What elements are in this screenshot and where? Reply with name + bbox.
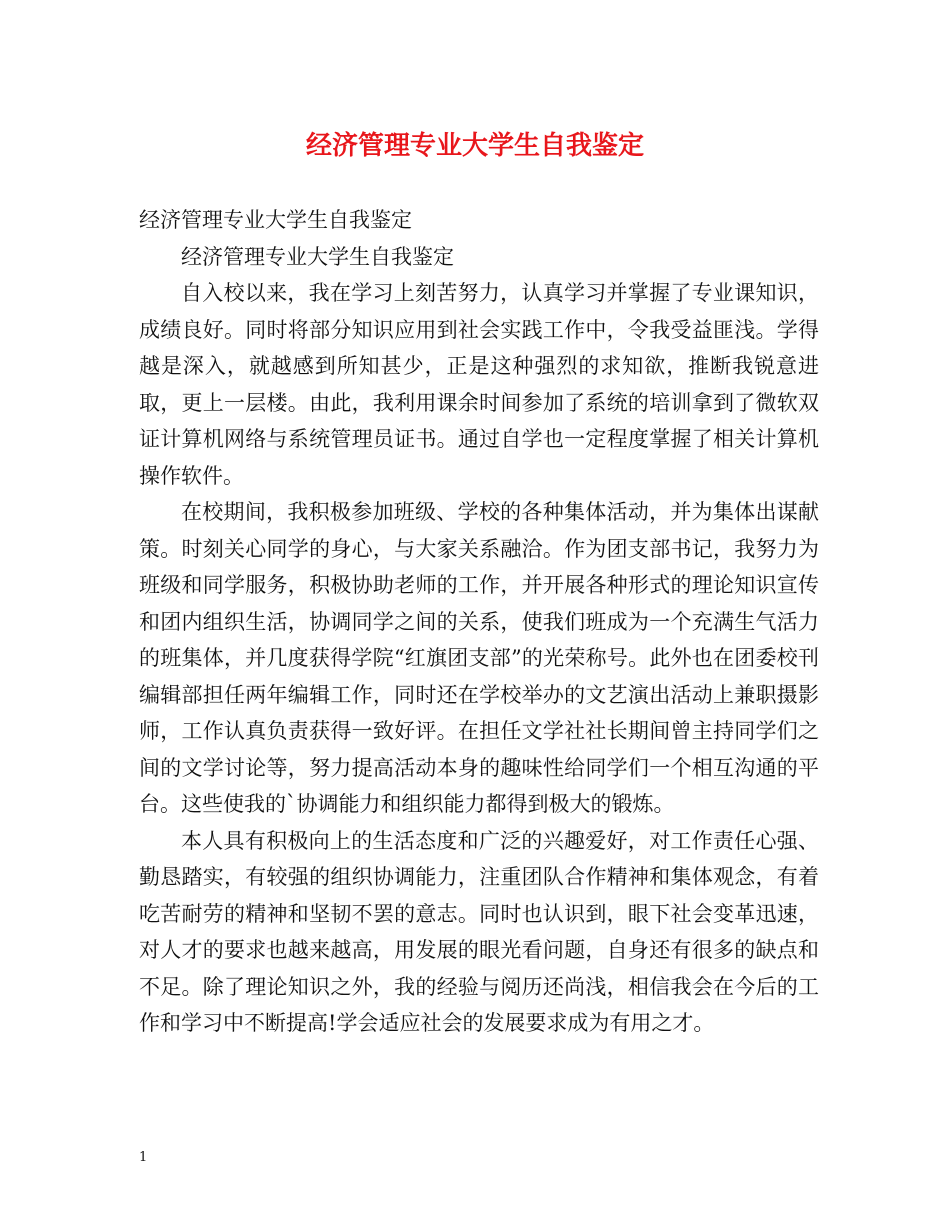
page-number: 1 [139, 1150, 148, 1165]
paragraph-activities: 在校期间，我积极参加班级、学校的各种集体活动，并为集体出谋献策。时刻关心同学的身心，与大家关系融洽。作为团支部书记，我努力为班级和同学服务，积极协助老师的工作，并开展各种形式的理论知识宣传和团内组织生活，协调同学之间的关系，使我们班成为一个充满生气活力的班集体，并几度获得学院“红旗团支部”的光荣称号。此外也在团委校刊编辑部担任两年编辑工作，同时还在学校举办的文艺演出活动上兼职摄影师，工作认真负责获得一致好评。在担任文学社社长期间曾主持同学们之间的文学讨论等，努力提高活动本身的趣味性给同学们一个相互沟通的平台。这些使我的`协调能力和组织能力都得到极大的锻炼。 [139, 500, 819, 816]
paragraph-attitude: 本人具有积极向上的生活态度和广泛的兴趣爱好，对工作责任心强、勤恳踏实，有较强的组织协调能力，注重团队合作精神和集体观念，有着吃苦耐劳的精神和坚韧不罢的意志。同时也认识到，眼下社会变革迅速，对人才的要求也越来越高，用发展的眼光看问题，自身还有很多的缺点和不足。除了理论知识之外，我的经验与阅历还尚浅，相信我会在今后的工作和学习中不断提高!学会适应社会的发展要求成为有用之才。 [139, 828, 819, 1035]
document-subheading: 经济管理专业大学生自我鉴定 [181, 244, 454, 269]
paragraph-study: 自入校以来，我在学习上刻苦努力，认真学习并掌握了专业课知识，成绩良好。同时将部分知识应用到社会实践工作中，令我受益匪浅。学得越是深入，就越感到所知甚少，正是这种强烈的求知欲，推断我锐意进取，更上一层楼。由此，我利用课余时间参加了系统的培训拿到了微软双证计算机网络与系统管理员证书。通过自学也一定程度掌握了相关计算机操作软件。 [139, 281, 819, 488]
document-body [139, 202, 819, 1042]
document-heading: 经济管理专业大学生自我鉴定 [139, 208, 412, 232]
document-title: 经济管理专业大学生自我鉴定 [305, 131, 644, 161]
